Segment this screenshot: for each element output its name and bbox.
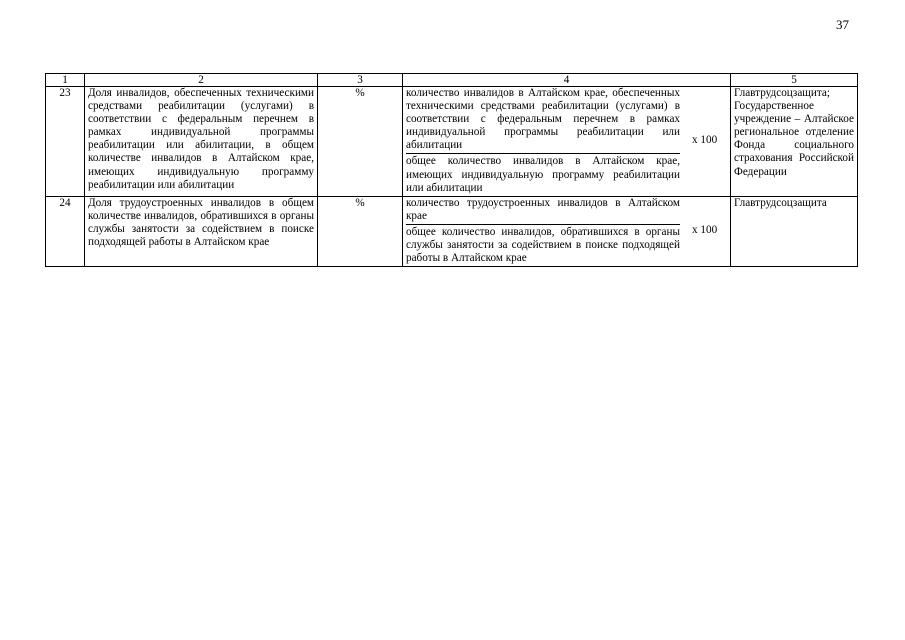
indicator-name: Доля трудоустроенных инвалидов в общем количестве инвалидов, обратившихся в органы службы занятости за содействием в поиске подходящей работы в Алтайском крае <box>85 196 318 266</box>
table-row <box>46 87 858 197</box>
column-header: 3 <box>318 74 403 87</box>
row-number: 23 <box>46 87 85 197</box>
column-header: 5 <box>731 74 858 87</box>
indicator-name: Доля инвалидов, обеспеченных техническими средствами реабилитации (услугами) в соответствии с федеральным перечнем в рамках индивидуальной программы реабилитации или абилитации, в общем количестве инвалидов в Алтайском крае, имеющих индивидуальную программу реабилитации или абилитации <box>85 87 318 197</box>
formula-multiplier: х 100 <box>692 224 718 237</box>
formula-fraction <box>406 197 680 265</box>
column-header: 4 <box>403 74 731 87</box>
row-number: 24 <box>46 196 85 266</box>
table-header-row <box>46 74 858 87</box>
table-row <box>46 196 858 266</box>
unit-of-measure: % <box>318 196 403 266</box>
responsible-body: Главтрудсоцзащита; Государственное учреждение – Алтайское региональное отделение Фонда социального страхования Российской Федерации <box>731 87 858 197</box>
formula-denominator: общее количество инвалидов, обратившихся в органы службы занятости за содействием в поиске подходящей работы в Алтайском крае <box>406 225 680 265</box>
formula-numerator: количество инвалидов в Алтайском крае, обеспеченных техническими средствами реабилитации (услугами) в соответствии с федеральным перечнем в рамках индивидуальной программы реабилитации или абилитации <box>406 87 680 154</box>
formula-fraction <box>406 87 680 195</box>
page-number: 37 <box>836 17 849 32</box>
column-header: 2 <box>85 74 318 87</box>
responsible-body: Главтрудсоцзащита <box>731 196 858 266</box>
formula-denominator: общее количество инвалидов в Алтайском крае, имеющих индивидуальную программу реабилитации или абилитации <box>406 155 680 194</box>
formula-numerator: количество трудоустроенных инвалидов в Алтайском крае <box>406 197 680 225</box>
indicators-table <box>45 73 858 267</box>
calculation-formula <box>403 196 731 266</box>
unit-of-measure: % <box>318 87 403 197</box>
calculation-formula <box>403 87 731 197</box>
formula-multiplier: х 100 <box>692 134 718 147</box>
column-header: 1 <box>46 74 85 87</box>
